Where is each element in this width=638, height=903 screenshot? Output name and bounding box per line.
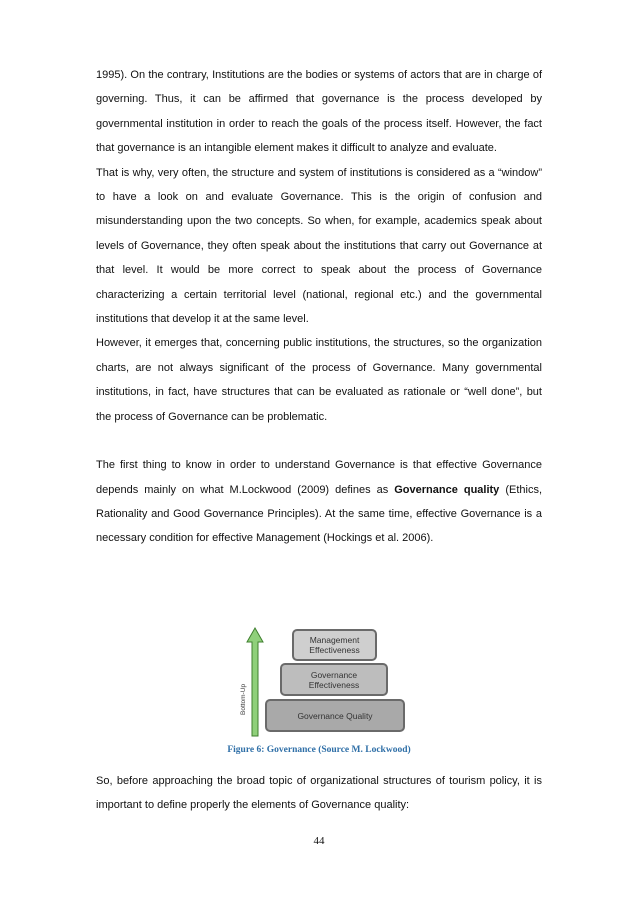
- paragraph-3: However, it emerges that, concerning public institutions, the structures, so the organization charts, are not always significant of the process of Governance. Many governmental institutions, in fact, have structures that can be evaluated as rationale or “well done”, but the process of Governance can be problematic.: [96, 337, 542, 423]
- governance-quality-term: Governance quality: [394, 483, 500, 496]
- paragraph-5: So, before approaching the broad topic of organizational structures of tourism policy, it is important to define properly the elements of Governance quality:: [96, 775, 542, 812]
- level-1-line-1: Management: [309, 635, 360, 645]
- figure-caption: Figure 6: Governance (Source M. Lockwood): [227, 745, 411, 755]
- level-management-effectiveness: [292, 629, 377, 661]
- level-1-line-2: Effectiveness: [309, 645, 360, 655]
- paragraph-4: [96, 453, 542, 551]
- paragraph-1: 1995). On the contrary, Institutions are the bodies or systems of actors that are in charge of governing. Thus, it can be affirmed that governance is the process developed by governmental institution in order to reach the goals of the process itself. However, the fact that governance is an intangible element makes it difficult to analyze and evaluate.: [96, 69, 542, 155]
- paragraph-4-text-b: (Ethics, Rationality and Good Governance Principles). At the same time, effective Governance is a necessary condition for effective Management (Hockings et al. 2006).: [96, 483, 543, 545]
- level-3-line-1: Governance Quality: [297, 710, 373, 721]
- level-2-line-2: Effectiveness: [308, 679, 360, 690]
- document-body: [96, 63, 542, 551]
- paragraph-4-text-a: The first thing to know in order to understand Governance is that effective Governance depends mainly on what M.Lockwood (2009) defines as: [96, 459, 542, 496]
- level-governance-quality: [265, 699, 405, 732]
- paragraph-2: That is why, very often, the structure and system of institutions is considered as a “window” to have a look on and evaluate Governance. This is the origin of confusion and misunderstanding upon the two concepts. So when, for example, academics speak about levels of Governance, they often speak about the institutions that carry out Governance at that level. It would be more correct to speak about the process of Governance characterizing a certain territorial level (national, regional etc.) and the governmental institutions that develop it at the same level.: [96, 166, 542, 326]
- page-number: 44: [313, 835, 325, 847]
- level-governance-effectiveness: [280, 663, 388, 696]
- level-2-line-1: Governance: [310, 669, 358, 680]
- governance-pyramid-figure: [240, 626, 410, 738]
- closing-section: [96, 769, 542, 818]
- bottom-up-label: Bottom-Up: [240, 683, 247, 715]
- paragraph-gap: [96, 429, 542, 453]
